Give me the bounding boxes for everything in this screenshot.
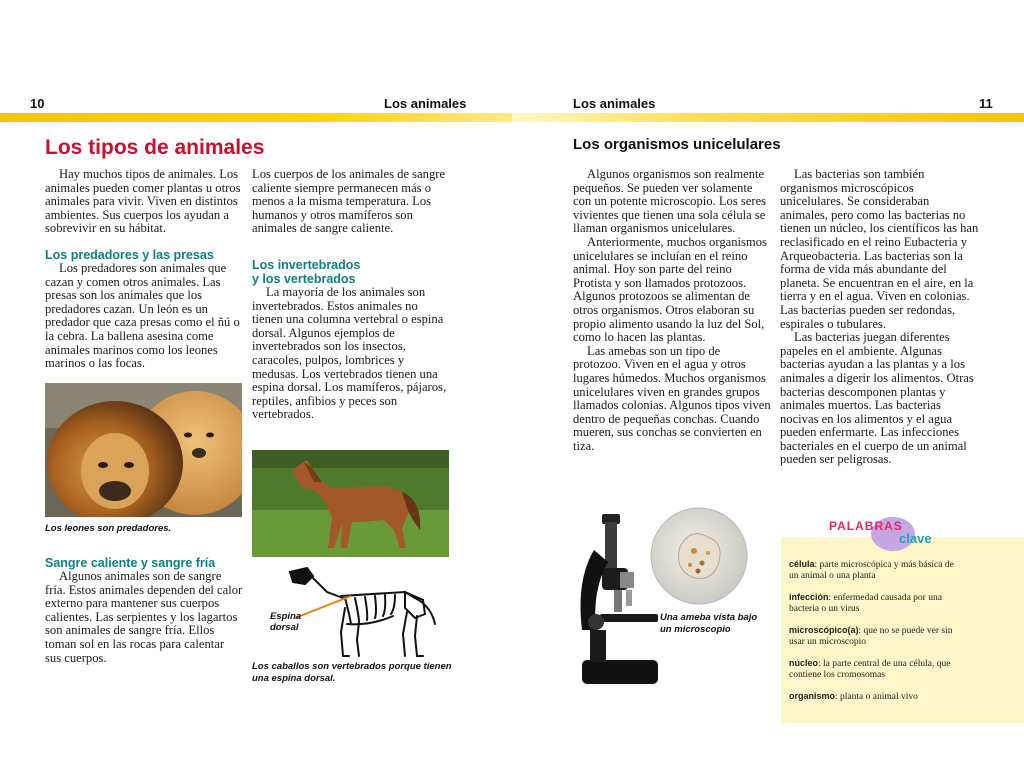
keyword-entry <box>789 658 965 681</box>
invertebrates-heading-line-1: Los invertebrados <box>252 257 361 272</box>
right-col2 <box>780 168 980 467</box>
warm-cold-heading: Sangre caliente y sangre fría <box>45 556 216 570</box>
keyword-term: organismo <box>789 691 836 701</box>
keyword-definition: la parte central de una célula, que contiene los cromosomas <box>789 659 951 680</box>
right-running-head: Los animales <box>573 96 656 111</box>
predators-paragraph: Los predadores son animales que cazan y comen otros animales. Las presas son los animales que los predadores cazan. Un león es un predador que caza presas como el ñú o la cebra. La ballena asesina come animales marinos como los leones marinos o las focas. <box>45 260 240 371</box>
keyword-definition: parte microscópica y más básica de un animal o una planta <box>789 560 954 581</box>
spine-label <box>270 611 301 633</box>
keyword-definition: que no se puede ver sin usar un microscopio <box>789 626 953 647</box>
left-col1-bottom <box>45 556 243 665</box>
invertebrates-heading-line-2: y los vertebrados <box>252 271 356 286</box>
invertebrates-heading <box>252 258 448 286</box>
left-page-title: Los tipos de animales <box>45 136 265 159</box>
amoeba-caption: Una ameba vista bajo un microscopio <box>660 612 758 635</box>
keyword-colon: : <box>814 560 820 570</box>
left-col1-top <box>45 168 243 371</box>
keyword-colon: : <box>828 593 834 603</box>
keyword-colon: : <box>858 626 864 636</box>
keyword-entry <box>789 625 965 648</box>
keywords-label-palabras: PALABRAS <box>829 519 903 533</box>
keyword-term: célula <box>789 559 815 569</box>
intro-paragraph: Hay muchos tipos de animales. Los animales pueden comer plantas u otros animales para vivir. Viven en distintos ambientes. Sus cuerpos los ayudan a sobrevivir en su hábitat. <box>45 167 241 236</box>
unicellular-paragraph-1: Algunos organismos son realmente pequeños. Se pueden ver solamente con un potente microscopio. Los seres vivientes que tienen una sola célula se llaman organismos unicelulares. <box>573 167 767 236</box>
keyword-entry <box>789 691 965 703</box>
lions-caption: Los leones son predadores. <box>45 523 172 534</box>
keywords-box <box>781 519 1024 723</box>
unicellular-paragraph-3: Las amebas son un tipo de protozoo. Viven en el agua y otros lugares húmedos. Muchos organismos unicelulares viven en grandes grupos llamados colonias. Algunos tipos viven dentro de pequeñas conchas. Cuando mueren, sus conchas se convierten en tiza. <box>573 343 771 453</box>
invertebrates-paragraph: La mayoría de los animales son invertebrados. Estos animales no tienen una columna vertebral o espina dorsal. Algunos ejemplos de invertebrados son los insectos, caracoles, pulpos, lombrices y medusas. Los vertebrados tienen una espina dorsal. Los mamíferos, pájaros, reptiles, anfibios y peces son vertebrados. <box>252 284 447 422</box>
left-col2 <box>252 168 448 422</box>
right-page-title: Los organismos unicelulares <box>573 136 781 153</box>
warm-blood-paragraph: Los cuerpos de los animales de sangre caliente siempre permanecen más o menos a la misma temperatura. Los humanos y otros mamíferos son animales de sangre caliente. <box>252 167 446 236</box>
unicellular-paragraph-2: Anteriormente, muchos organismos unicelulares se incluían en el reino animal. Hoy son parte del reino Protista y son llamados protozoos. Algunos protozoos se alimentan de otros organismos. Otros elaboran su propio alimento usando la luz del Sol, como lo hacen las plantas. <box>573 234 767 345</box>
lions-photo <box>45 383 242 517</box>
right-col1 <box>573 168 771 453</box>
amoeba-image <box>650 507 748 605</box>
keywords-badge <box>829 517 959 551</box>
keyword-definition: planta o animal vivo <box>840 692 918 702</box>
keyword-entry <box>789 592 965 615</box>
bacteria-paragraph-1: Las bacterias son también organismos microscópicos unicelulares. Se consideraban animales, pero como las bacterias no tienen un núcleo, los científicos las han reclasificado en el reino Eubacteria y Arqueobacteria. Las bacterias son la forma de vida más abundante del planeta. Se encuentran en el aire, en la tierra y en el agua. Viven en colonias. Las bacterias pueden ser redondas, espirales o tubulares. <box>780 167 979 331</box>
keyword-colon: : <box>818 659 824 669</box>
bacteria-paragraph-2: Las bacterias juegan diferentes papeles en el ambiente. Algunas bacterias ayudan a las plantas y a los animales a digerir los alimentos. Otras bacterias descomponen plantas y animales muertos. Las bacterias nocivas en los alimentos y el agua pueden enfermarte. Las infecciones bacteriales en el cuerpo de un animal pueden ser peligrosas. <box>780 330 974 467</box>
right-header-band <box>512 113 1024 122</box>
left-header-band <box>0 113 512 122</box>
predators-heading: Los predadores y las presas <box>45 247 214 262</box>
keyword-entry <box>789 559 965 582</box>
keyword-definition: enfermedad causada por una bacteria o un virus <box>789 593 942 614</box>
keyword-term: microscópico(a) <box>789 625 859 635</box>
horse-caption: Los caballos son vertebrados porque tienen una espina dorsal. <box>252 661 452 684</box>
keywords-list <box>789 559 965 713</box>
warm-cold-paragraph: Algunos animales son de sangre fría. Estos animales dependen del calor externo para mantener sus cuerpos calientes. Las serpientes y los lagartos son animales de sangre fría. Ellos toman sol en las rocas para calentar sus cuerpos. <box>45 569 243 665</box>
right-page-number: 11 <box>979 96 993 111</box>
spine-label-line-2: dorsal <box>270 622 299 633</box>
horse-photo <box>252 450 449 557</box>
left-page-number: 10 <box>30 96 45 111</box>
keywords-label-clave: clave <box>899 531 932 546</box>
keyword-colon: : <box>835 692 841 702</box>
keyword-term: infección <box>789 592 829 602</box>
left-running-head: Los animales <box>384 96 467 111</box>
keyword-term: núcleo <box>789 658 819 668</box>
spine-label-line-1: Espina <box>270 611 302 622</box>
